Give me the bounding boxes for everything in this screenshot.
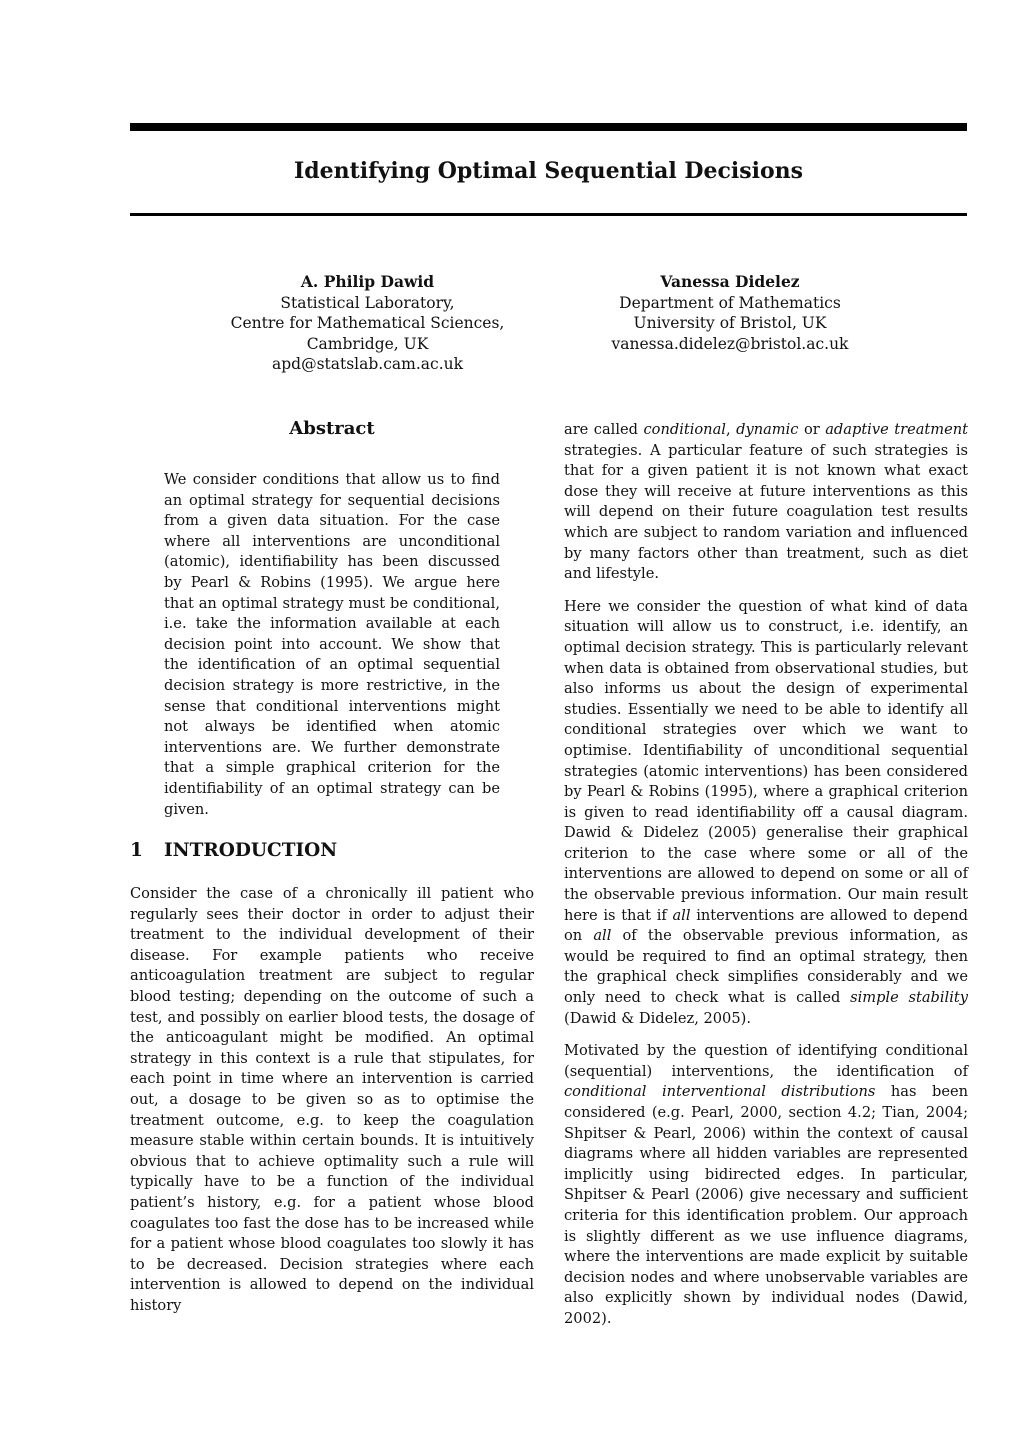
section-title: INTRODUCTION <box>164 840 338 861</box>
author-name: A. Philip Dawid <box>300 272 435 291</box>
abstract-heading: Abstract <box>289 418 375 439</box>
author-affiliation: Centre for Mathematical Sciences, <box>230 314 505 332</box>
author-block-didelez <box>565 272 895 354</box>
body-paragraph: Here we consider the question of what kind of data situation will allow us to construct, i.e. identify, an optimal decision strategy. This is particularly relevant when data is obtained from observational studies, but also informs us about the design of experimental studies. Essentially we need to be able to identify all conditional strategies over which we want to optimise. Identifiability of unconditional sequential strategies (atomic interventions) has been considered by Pearl & Robins (1995), where a graphical criterion is given to read identifiability off a causal diagram. Dawid & Didelez (2005) generalise their graphical criterion to the case where some or all of the interventions are allowed to depend on some or all of the observable previous information. Our main result here is that if all interventions are allowed to depend on all of the observable previous information, as would be required to find an optimal strategy, then the graphical check simplifies considerably and we only need to check what is called simple stability (Dawid & Didelez, 2005). <box>564 597 968 1027</box>
author-name: Vanessa Didelez <box>660 272 800 291</box>
author-affiliation: Department of Mathematics <box>619 293 841 312</box>
top-rule <box>130 123 967 131</box>
intro-right-column <box>564 420 968 1342</box>
author-email: apd@statslab.cam.ac.uk <box>271 355 463 373</box>
title-rule <box>130 213 967 216</box>
intro-paragraph: Consider the case of a chronically ill patient who regularly sees their doctor in order to adjust their treatment to the individual development of their disease. For example patients who receive anticoagulation treatment are subject to regular blood testing; depending on the outcome of such a test, and possibly on earlier blood tests, the dosage of the anticoagulant might be modified. An optimal strategy in this context is a rule that stipulates, for each point in time where an intervention is carried out, a dosage to be given so as to optimise the treatment outcome, e.g. to keep the coagulation measure stable within certain bounds. It is intuitively obvious that to achieve optimality such a rule will typically have to be a function of the individual patient’s history, e.g. for a patient whose blood coagulates too fast the dose has to be increased while for a patient whose blood coagulates too slowly it has to be decreased. Decision strategies where each intervention is allowed to depend on the individual history <box>130 885 534 1314</box>
body-paragraph: Motivated by the question of identifying conditional (sequential) interventions, the identification of conditional interventional distributions has been considered (e.g. Pearl, 2000, section 4.2; Tian, 2004; Shpitser & Pearl, 2006) within the context of causal diagrams where all hidden variables are represented implicitly using bidirected edges. In particular, Shpitser & Pearl (2006) give necessary and sufficient criteria for this identification problem. Our approach is slightly different as we use influence diagrams, where the interventions are made explicit by suitable decision nodes and where unobservable variables are also explicitly shown by individual nodes (Dawid, 2002). <box>564 1042 968 1327</box>
author-affiliation: Statistical Laboratory, <box>280 293 455 312</box>
author-affiliation: Cambridge, UK <box>306 334 429 353</box>
section-number: 1 <box>130 840 143 861</box>
author-affiliation: University of Bristol, UK <box>633 314 827 332</box>
author-email: vanessa.didelez@bristol.ac.uk <box>611 334 849 353</box>
intro-left-column <box>130 884 534 1328</box>
section-heading <box>130 838 534 864</box>
abstract-text: We consider conditions that allow us to find an optimal strategy for sequential decisions from a given data situation. For the case where all interventions are unconditional (atomic), identifiability has been discussed by Pearl & Robins (1995). We argue here that an optimal strategy must be conditional, i.e. take the information available at each decision point into account. We show that the identification of an optimal sequential decision strategy is more restrictive, in the sense that conditional interventions might not always be identified when atomic interventions are. We further demonstrate that a simple graphical criterion for the identifiability of an optimal strategy can be given. <box>164 471 500 818</box>
body-paragraph: are called conditional, dynamic or adaptive treatment strategies. A particular feature of such strategies is that for a given patient it is not known what exact dose they will receive at future interventions as this will depend on their future coagulation test results which are subject to random variation and influenced by many factors other than treatment, such as diet and lifestyle. <box>564 421 969 583</box>
paper-title: Identifying Optimal Sequential Decisions <box>293 158 804 184</box>
author-block-dawid <box>200 272 535 375</box>
